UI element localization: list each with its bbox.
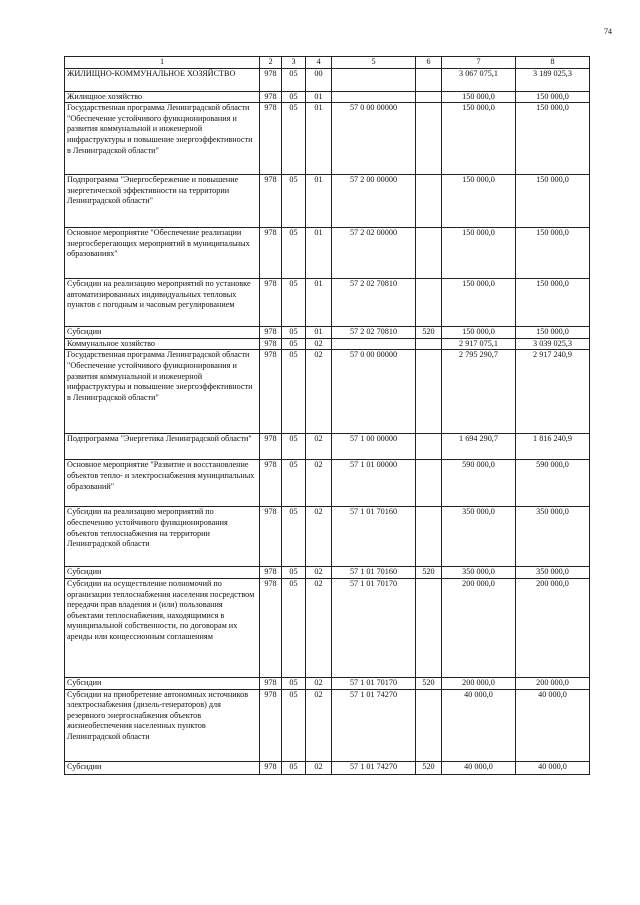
amount-year1-cell: 150 000,0 (442, 327, 516, 339)
amount-year2-cell: 350 000,0 (516, 567, 590, 579)
amount-year1-cell: 1 694 290,7 (442, 434, 516, 460)
ministry-code-cell: 978 (260, 507, 282, 567)
expense-type-cell (416, 279, 442, 327)
amount-year2-cell: 150 000,0 (516, 91, 590, 103)
expense-type-cell: 520 (416, 327, 442, 339)
section-code-cell: 05 (282, 578, 306, 677)
expense-type-cell (416, 350, 442, 434)
amount-year1-cell: 150 000,0 (442, 228, 516, 279)
target-article-cell: 57 1 01 74270 (332, 761, 416, 774)
amount-year2-cell: 40 000,0 (516, 761, 590, 774)
amount-year1-cell: 200 000,0 (442, 578, 516, 677)
row-name-cell: Коммунальное хозяйство (65, 338, 260, 350)
table-row (65, 338, 590, 350)
section-code-cell: 05 (282, 103, 306, 175)
subsection-code-cell: 01 (306, 91, 332, 103)
section-code-cell: 05 (282, 350, 306, 434)
expense-type-cell (416, 68, 442, 91)
target-article-cell: 57 1 01 70160 (332, 567, 416, 579)
subsection-code-cell: 01 (306, 103, 332, 175)
row-name-cell: Субсидии на реализацию мероприятий по обеспечению устойчивого функционирования объектов теплоснабжения на территории Ленинградской области (65, 507, 260, 567)
target-article-cell: 57 1 01 00000 (332, 460, 416, 507)
column-header: 4 (306, 57, 332, 69)
amount-year1-cell: 2 795 290,7 (442, 350, 516, 434)
column-header: 6 (416, 57, 442, 69)
column-header: 8 (516, 57, 590, 69)
ministry-code-cell: 978 (260, 689, 282, 761)
subsection-code-cell: 02 (306, 460, 332, 507)
section-code-cell: 05 (282, 434, 306, 460)
page-number: 74 (604, 27, 612, 36)
table-row (65, 434, 590, 460)
ministry-code-cell: 978 (260, 460, 282, 507)
ministry-code-cell: 978 (260, 175, 282, 228)
table-row (65, 460, 590, 507)
subsection-code-cell: 02 (306, 350, 332, 434)
section-code-cell: 05 (282, 68, 306, 91)
amount-year1-cell: 3 067 075,1 (442, 68, 516, 91)
ministry-code-cell: 978 (260, 567, 282, 579)
expense-type-cell (416, 103, 442, 175)
target-article-cell: 57 1 01 70170 (332, 677, 416, 689)
target-article-cell: 57 1 01 70160 (332, 507, 416, 567)
amount-year1-cell: 40 000,0 (442, 761, 516, 774)
expense-type-cell (416, 91, 442, 103)
budget-table (64, 56, 590, 775)
row-name-cell: Жилищное хозяйство (65, 91, 260, 103)
table-row (65, 68, 590, 91)
amount-year1-cell: 200 000,0 (442, 677, 516, 689)
amount-year2-cell: 590 000,0 (516, 460, 590, 507)
row-name-cell: Субсидии (65, 567, 260, 579)
amount-year2-cell: 150 000,0 (516, 327, 590, 339)
subsection-code-cell: 00 (306, 68, 332, 91)
subsection-code-cell: 02 (306, 677, 332, 689)
table-row (65, 175, 590, 228)
subsection-code-cell: 01 (306, 327, 332, 339)
amount-year1-cell: 590 000,0 (442, 460, 516, 507)
expense-type-cell (416, 460, 442, 507)
amount-year2-cell: 150 000,0 (516, 279, 590, 327)
target-article-cell (332, 68, 416, 91)
target-article-cell: 57 2 02 00000 (332, 228, 416, 279)
expense-type-cell (416, 228, 442, 279)
section-code-cell: 05 (282, 761, 306, 774)
target-article-cell: 57 0 00 00000 (332, 103, 416, 175)
ministry-code-cell: 978 (260, 338, 282, 350)
amount-year2-cell: 2 917 240,9 (516, 350, 590, 434)
ministry-code-cell: 978 (260, 103, 282, 175)
subsection-code-cell: 02 (306, 761, 332, 774)
subsection-code-cell: 02 (306, 507, 332, 567)
table-row (65, 228, 590, 279)
ministry-code-cell: 978 (260, 677, 282, 689)
target-article-cell: 57 2 00 00000 (332, 175, 416, 228)
row-name-cell: Основное мероприятие "Обеспечение реализации энергосберегающих мероприятий в муниципальных образованиях" (65, 228, 260, 279)
amount-year1-cell: 350 000,0 (442, 567, 516, 579)
amount-year1-cell: 40 000,0 (442, 689, 516, 761)
table-row (65, 327, 590, 339)
section-code-cell: 05 (282, 689, 306, 761)
table-row (65, 689, 590, 761)
section-code-cell: 05 (282, 175, 306, 228)
amount-year1-cell: 2 917 075,1 (442, 338, 516, 350)
section-code-cell: 05 (282, 567, 306, 579)
row-name-cell: Субсидии (65, 327, 260, 339)
amount-year2-cell: 150 000,0 (516, 175, 590, 228)
row-name-cell: Государственная программа Ленинградской области "Обеспечение устойчивого функционирования и развития коммунальной и инженерной инфраструктуры и повышение энергоэффективности в Ленинградской области" (65, 103, 260, 175)
section-code-cell: 05 (282, 338, 306, 350)
ministry-code-cell: 978 (260, 68, 282, 91)
amount-year2-cell: 200 000,0 (516, 578, 590, 677)
table-row (65, 507, 590, 567)
table-body (65, 68, 590, 774)
ministry-code-cell: 978 (260, 578, 282, 677)
amount-year2-cell: 150 000,0 (516, 228, 590, 279)
target-article-cell: 57 1 01 70170 (332, 578, 416, 677)
column-header: 7 (442, 57, 516, 69)
ministry-code-cell: 978 (260, 761, 282, 774)
row-name-cell: ЖИЛИЩНО-КОММУНАЛЬНОЕ ХОЗЯЙСТВО (65, 68, 260, 91)
target-article-cell: 57 2 02 70810 (332, 327, 416, 339)
expense-type-cell (416, 338, 442, 350)
section-code-cell: 05 (282, 228, 306, 279)
subsection-code-cell: 02 (306, 689, 332, 761)
table-row (65, 677, 590, 689)
amount-year1-cell: 150 000,0 (442, 103, 516, 175)
table-row (65, 761, 590, 774)
subsection-code-cell: 01 (306, 175, 332, 228)
target-article-cell: 57 1 00 00000 (332, 434, 416, 460)
column-header: 3 (282, 57, 306, 69)
table-row (65, 350, 590, 434)
ministry-code-cell: 978 (260, 279, 282, 327)
row-name-cell: Основное мероприятие "Развитие и восстановление объектов тепло- и электроснабжения муниципальных образований" (65, 460, 260, 507)
amount-year2-cell: 3 189 025,3 (516, 68, 590, 91)
column-header: 5 (332, 57, 416, 69)
target-article-cell (332, 338, 416, 350)
amount-year1-cell: 150 000,0 (442, 175, 516, 228)
ministry-code-cell: 978 (260, 434, 282, 460)
ministry-code-cell: 978 (260, 327, 282, 339)
row-name-cell: Подпрограмма "Энергетика Ленинградской области" (65, 434, 260, 460)
section-code-cell: 05 (282, 327, 306, 339)
expense-type-cell: 520 (416, 567, 442, 579)
section-code-cell: 05 (282, 91, 306, 103)
row-name-cell: Подпрограмма "Энергосбережение и повышение энергетической эффективности на территории Ленинградской области" (65, 175, 260, 228)
target-article-cell (332, 91, 416, 103)
row-name-cell: Государственная программа Ленинградской области "Обеспечение устойчивого функционирования и развития коммунальной и инженерной инфраструктуры и повышение энергоэффективности в Ленинградской области" (65, 350, 260, 434)
amount-year2-cell: 40 000,0 (516, 689, 590, 761)
subsection-code-cell: 01 (306, 228, 332, 279)
section-code-cell: 05 (282, 460, 306, 507)
target-article-cell: 57 0 00 00000 (332, 350, 416, 434)
row-name-cell: Субсидии на реализацию мероприятий по установке автоматизированных индивидуальных тепловых пунктов с погодным и часовым регулированием (65, 279, 260, 327)
expense-type-cell (416, 689, 442, 761)
target-article-cell: 57 2 02 70810 (332, 279, 416, 327)
expense-type-cell (416, 175, 442, 228)
table-row (65, 103, 590, 175)
amount-year2-cell: 3 039 025,3 (516, 338, 590, 350)
subsection-code-cell: 02 (306, 434, 332, 460)
subsection-code-cell: 01 (306, 279, 332, 327)
amount-year2-cell: 200 000,0 (516, 677, 590, 689)
row-name-cell: Субсидии (65, 677, 260, 689)
amount-year2-cell: 150 000,0 (516, 103, 590, 175)
table-row (65, 567, 590, 579)
subsection-code-cell: 02 (306, 338, 332, 350)
expense-type-cell: 520 (416, 677, 442, 689)
expense-type-cell (416, 578, 442, 677)
amount-year1-cell: 150 000,0 (442, 91, 516, 103)
ministry-code-cell: 978 (260, 91, 282, 103)
section-code-cell: 05 (282, 507, 306, 567)
ministry-code-cell: 978 (260, 350, 282, 434)
column-header: 2 (260, 57, 282, 69)
amount-year2-cell: 350 000,0 (516, 507, 590, 567)
row-name-cell: Субсидии (65, 761, 260, 774)
table-row (65, 91, 590, 103)
column-header: 1 (65, 57, 260, 69)
section-code-cell: 05 (282, 677, 306, 689)
amount-year1-cell: 350 000,0 (442, 507, 516, 567)
expense-type-cell: 520 (416, 761, 442, 774)
table-row (65, 578, 590, 677)
table-row (65, 279, 590, 327)
expense-type-cell (416, 434, 442, 460)
subsection-code-cell: 02 (306, 567, 332, 579)
section-code-cell: 05 (282, 279, 306, 327)
row-name-cell: Субсидии на осуществление полномочий по организации теплоснабжения населения посредством передачи прав владения и (или) пользования объектами теплоснабжения, находящимися в муниципальной собственности, по договорам их аренды или концессионным соглашениям (65, 578, 260, 677)
amount-year1-cell: 150 000,0 (442, 279, 516, 327)
amount-year2-cell: 1 816 240,9 (516, 434, 590, 460)
target-article-cell: 57 1 01 74270 (332, 689, 416, 761)
expense-type-cell (416, 507, 442, 567)
ministry-code-cell: 978 (260, 228, 282, 279)
row-name-cell: Субсидии на приобретение автономных источников электроснабжения (дизель-генераторов) для резервного энергоснабжения объектов жизнеобеспечения населенных пунктов Ленинградской области (65, 689, 260, 761)
column-number-row (65, 57, 590, 69)
subsection-code-cell: 02 (306, 578, 332, 677)
